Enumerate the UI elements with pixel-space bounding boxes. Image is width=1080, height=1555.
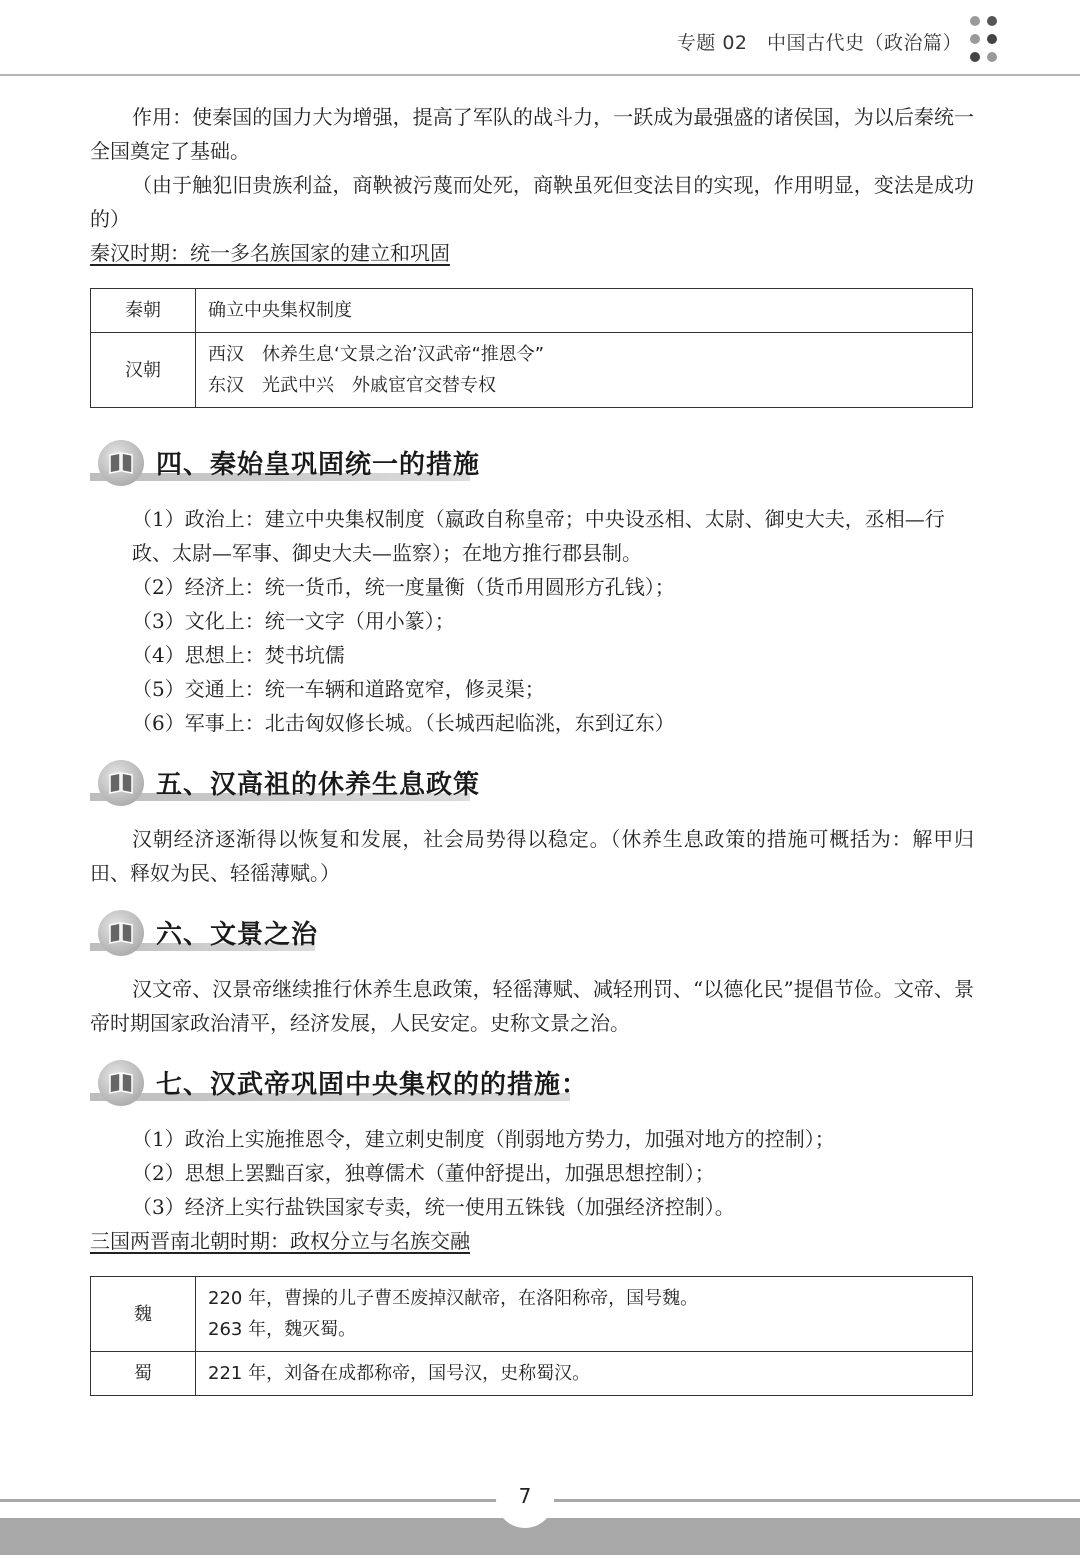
period-title-three-kingdoms: 三国两晋南北朝时期：政权分立与名族交融 (90, 1229, 470, 1253)
qin-han-table (90, 288, 973, 408)
table-row (91, 333, 973, 408)
cell-line: 263 年，魏灭蜀。 (208, 1319, 357, 1340)
section-heading-6 (90, 908, 974, 960)
page-header (0, 0, 1080, 78)
section-text: 汉文帝、汉景帝继续推行休养生息政策，轻徭薄赋、减轻刑罚、“以德化民”提倡节俭。文帝、景帝时期国家政治清平，经济发展，人民安定。史称文景之治。 (90, 977, 974, 1035)
page-content (90, 100, 974, 1396)
intro-effect: 作用：使秦国的国力大为增强，提高了军队的战斗力，一跃成为最强盛的诸侯国，为以后秦统一全国奠定了基础。 (90, 105, 974, 163)
book-icon (98, 440, 144, 486)
dynasty-cell: 蜀 (91, 1352, 196, 1396)
dynasty-cell: 魏 (91, 1277, 196, 1352)
header-title: 专题 02 中国古代史（政治篇） (676, 32, 962, 54)
list-item: （2）经济上：统一货币，统一度量衡（货币用圆形方孔钱）； (132, 575, 675, 599)
list-item: （2）思想上罢黜百家，独尊儒术（董仲舒提出，加强思想控制）； (132, 1161, 715, 1185)
decor-dot (970, 52, 980, 62)
header-divider (0, 74, 1080, 76)
section-heading-7 (90, 1058, 974, 1110)
section-title: 五、汉高祖的休养生息政策 (156, 770, 481, 800)
section-title: 四、秦始皇巩固统一的措施 (156, 450, 481, 480)
three-kingdoms-table (90, 1276, 973, 1396)
cell-line: 东汉 光武中兴 外戚宦官交替专权 (208, 375, 496, 396)
cell-line: 西汉 休养生息‘文景之治’汉武帝“推恩令” (208, 344, 545, 365)
decor-dot (987, 34, 997, 44)
list-item: （6）军事上：北击匈奴修长城。（长城西起临洮，东到辽东） (132, 711, 675, 735)
section-text: 汉朝经济逐渐得以恢复和发展，社会局势得以稳定。（休养生息政策的措施可概括为：解甲归田、释奴为民、轻徭薄赋。） (90, 827, 974, 885)
table-row (91, 1352, 973, 1396)
decor-dot (970, 34, 980, 44)
content-cell (196, 1277, 973, 1352)
section-heading-5 (90, 758, 974, 810)
list-item: （5）交通上：统一车辆和道路宽窄，修灵渠； (132, 677, 545, 701)
dynasty-cell: 汉朝 (91, 333, 196, 408)
period-title-qin-han: 秦汉时期：统一多名族国家的建立和巩固 (90, 241, 450, 265)
table-row (91, 1277, 973, 1352)
dynasty-cell: 秦朝 (91, 289, 196, 333)
book-icon (98, 1060, 144, 1106)
list-item: （3）文化上：统一文字（用小篆）； (132, 609, 455, 633)
list-item: （4）思想上：焚书坑儒 (132, 643, 345, 667)
cell-line: 221 年，刘备在成都称帝，国号汉，史称蜀汉。 (208, 1363, 591, 1384)
list-item: （1）政治上：建立中央集权制度（嬴政自称皇帝；中央设丞相、太尉、御史大夫，丞相—行政、太尉—军事、御史大夫—监察）；在地方推行郡县制。 (132, 507, 945, 565)
header-dots-decoration (970, 16, 1014, 62)
content-cell (196, 289, 973, 333)
list-item: （1）政治上实施推恩令，建立刺史制度（削弱地方势力，加强对地方的控制）； (132, 1127, 835, 1151)
section-title: 七、汉武帝巩固中央集权的的措施： (156, 1070, 589, 1100)
intro-note: （由于触犯旧贵族利益，商鞅被污蔑而处死，商鞅虽死但变法目的实现，作用明显，变法是成功的） (90, 173, 974, 231)
book-icon (98, 760, 144, 806)
decor-dot (987, 52, 997, 62)
content-cell (196, 333, 973, 408)
book-icon (98, 910, 144, 956)
content-cell (196, 1352, 973, 1396)
decor-dot (987, 16, 997, 26)
cell-line: 220 年，曹操的儿子曹丕废掉汉献帝，在洛阳称帝，国号魏。 (208, 1288, 699, 1309)
page-number: 7 (518, 1484, 532, 1508)
table-row (91, 289, 973, 333)
section-title: 六、文景之治 (156, 920, 319, 950)
decor-dot (970, 16, 980, 26)
cell-line: 确立中央集权制度 (208, 300, 352, 321)
section-heading-4 (90, 438, 974, 490)
list-item: （3）经济上实行盐铁国家专卖，统一使用五铢钱（加强经济控制）。 (132, 1195, 735, 1219)
